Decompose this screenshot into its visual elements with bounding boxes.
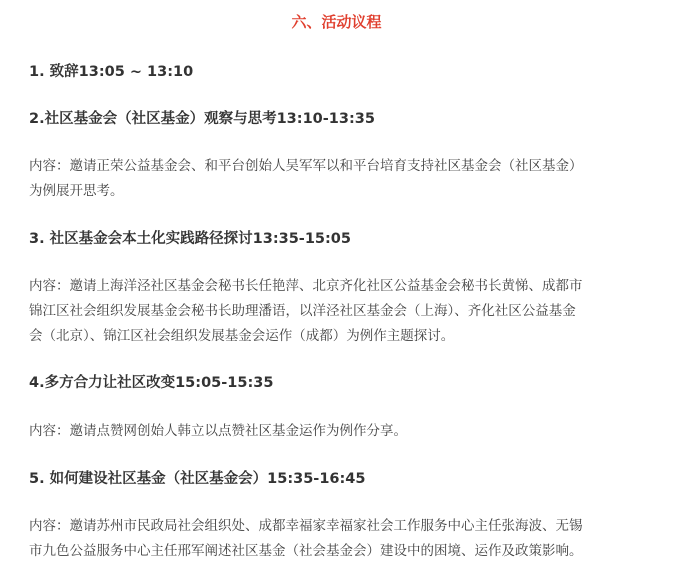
agenda-item-3-body xyxy=(29,274,649,349)
agenda-item-5-body-line: 市九色公益服务中心主任邢军阐述社区基金（社会基金会）建设中的困境、运作及政策影响。 xyxy=(29,543,583,559)
agenda-item-2-heading: 2.社区基金会（社区基金）观察与思考13:10-13:35 xyxy=(29,111,375,127)
agenda-item-5-body-line: 内容：邀请苏州市民政局社会组织处、成都幸福家幸福家社会工作服务中心主任张海波、无锡 xyxy=(29,518,583,534)
agenda-item-2-body-line: 内容：邀请正荣公益基金会、和平台创始人吴军军以和平台培育支持社区基金会（社区基金） xyxy=(29,158,583,174)
agenda-item-2-body xyxy=(29,154,649,204)
agenda-item-3-body-line: 内容：邀请上海洋泾社区基金会秘书长任艳萍、北京齐化社区公益基金会秘书长黄悌、成都市 xyxy=(29,278,583,294)
agenda-item-5-heading: 5. 如何建设社区基金（社区基金会）15:35-16:45 xyxy=(29,471,366,487)
agenda-item-3-body-line: 会（北京）、锦江区社会组织发展基金会运作（成都）为例作主题探讨。 xyxy=(29,328,455,344)
agenda-item-4-body xyxy=(29,419,649,444)
agenda-item-1-heading: 1. 致辞13:05 ~ 13:10 xyxy=(29,64,194,80)
agenda-item-5-body xyxy=(29,514,649,564)
agenda-item-3-body-line: 锦江区社会组织发展基金会秘书长助理潘语，以洋泾社区基金会（上海）、齐化社区公益基金 xyxy=(29,303,576,319)
agenda-item-4-heading: 4.多方合力让社区改变15:05-15:35 xyxy=(29,375,274,391)
section-title: 六、活动议程 xyxy=(291,13,382,31)
agenda-item-3-heading: 3. 社区基金会本土化实践路径探讨13:35-15:05 xyxy=(29,231,351,247)
agenda-item-4-body-line: 内容：邀请点赞网创始人韩立以点赞社区基金运作为例作分享。 xyxy=(29,423,407,439)
agenda-item-2-body-line: 为例展开思考。 xyxy=(29,183,124,199)
